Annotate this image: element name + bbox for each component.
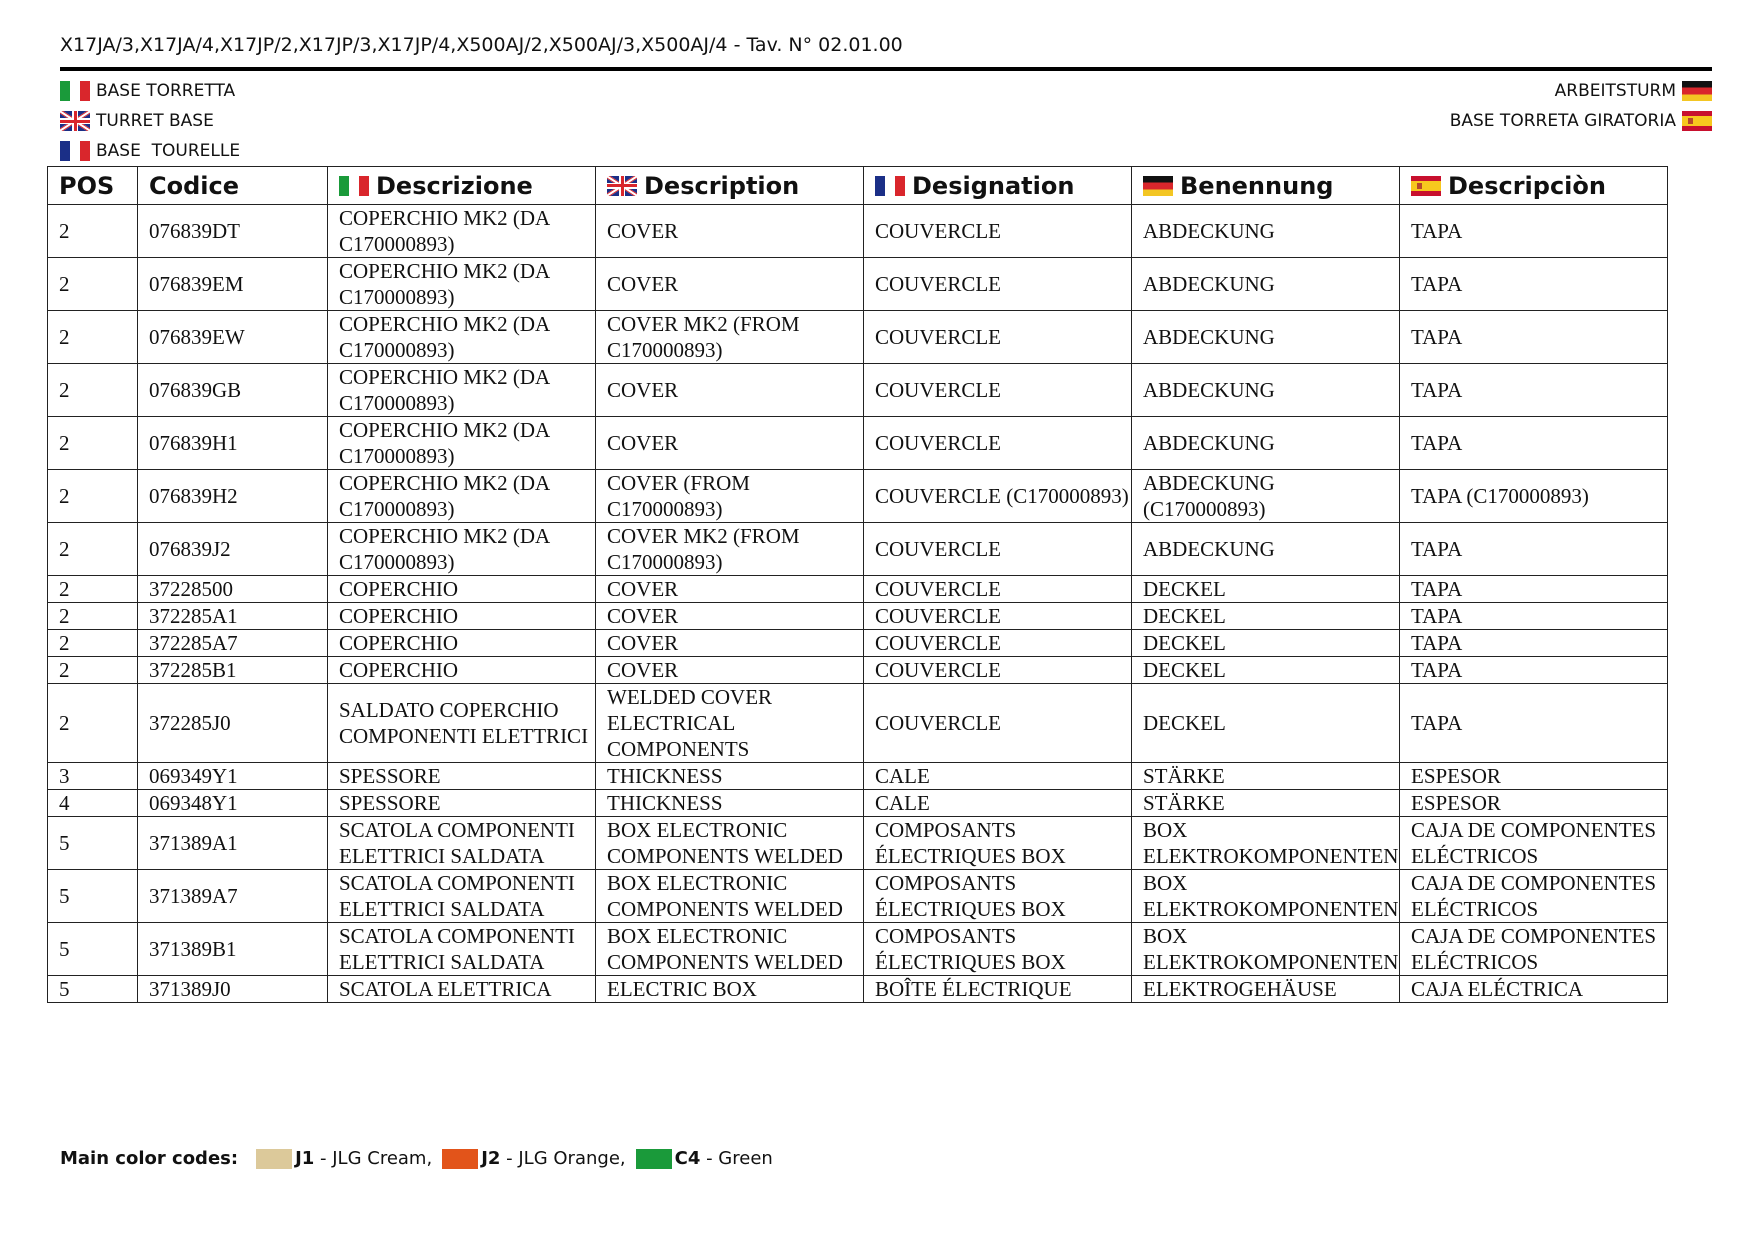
table-row	[48, 364, 1668, 417]
legend-code: C4	[674, 1148, 701, 1169]
legend-code: J1	[295, 1148, 315, 1169]
legend-label: Main color codes:	[60, 1148, 239, 1169]
cell-de: STÄRKE	[1132, 790, 1400, 817]
cell-code: 372285A7	[138, 630, 328, 657]
cell-fr: COUVERCLE	[864, 417, 1132, 470]
cell-en: COVER	[596, 630, 864, 657]
cell-en: COVER	[596, 603, 864, 630]
table-row	[48, 311, 1668, 364]
title-de-label: ARBEITSTURM	[1554, 81, 1676, 101]
cell-de: DECKEL	[1132, 576, 1400, 603]
header-de: Benennung	[1132, 167, 1400, 205]
table-row	[48, 417, 1668, 470]
cell-es: CAJA DE COMPONENTES ELÉCTRICOS	[1400, 870, 1668, 923]
cell-code: 069349Y1	[138, 763, 328, 790]
cell-it: SALDATO COPERCHIO COMPONENTI ELETTRICI	[328, 684, 596, 763]
cell-de: DECKEL	[1132, 630, 1400, 657]
cell-pos: 5	[48, 870, 138, 923]
legend-name: - JLG Orange,	[500, 1148, 626, 1169]
cell-fr: COMPOSANTS ÉLECTRIQUES BOX	[864, 870, 1132, 923]
cell-code: 076839GB	[138, 364, 328, 417]
cell-code: 076839EM	[138, 258, 328, 311]
cell-en: WELDED COVER ELECTRICAL COMPONENTS	[596, 684, 864, 763]
cell-it: COPERCHIO	[328, 603, 596, 630]
cell-it: COPERCHIO MK2 (DA C170000893)	[328, 470, 596, 523]
cell-code: 069348Y1	[138, 790, 328, 817]
cell-en: COVER	[596, 258, 864, 311]
table-row	[48, 790, 1668, 817]
cell-it: COPERCHIO	[328, 630, 596, 657]
document-title: X17JA/3,X17JA/4,X17JP/2,X17JP/3,X17JP/4,X500AJ/2,X500AJ/3,X500AJ/4 - Tav. N° 02.01.00	[60, 34, 903, 56]
cell-en: THICKNESS	[596, 790, 864, 817]
cell-pos: 2	[48, 684, 138, 763]
table-row	[48, 523, 1668, 576]
cell-fr: CALE	[864, 790, 1132, 817]
title-it-label: BASE TORRETTA	[96, 81, 236, 101]
header-en: Description	[596, 167, 864, 205]
cell-code: 371389A1	[138, 817, 328, 870]
cell-en: BOX ELECTRONIC COMPONENTS WELDED	[596, 923, 864, 976]
cell-it: SCATOLA COMPONENTI ELETTRICI SALDATA	[328, 817, 596, 870]
cell-it: COPERCHIO MK2 (DA C170000893)	[328, 417, 596, 470]
orange-swatch	[442, 1149, 478, 1169]
cell-pos: 3	[48, 763, 138, 790]
parts-table-body	[48, 205, 1668, 1003]
cell-pos: 2	[48, 417, 138, 470]
legend-item-j2	[442, 1148, 625, 1169]
cell-it: COPERCHIO MK2 (DA C170000893)	[328, 364, 596, 417]
table-row	[48, 817, 1668, 870]
table-row	[48, 205, 1668, 258]
header-es: Descripciòn	[1400, 167, 1668, 205]
cell-en: COVER	[596, 576, 864, 603]
table-row	[48, 603, 1668, 630]
germany-flag-icon	[1682, 81, 1712, 101]
cell-de: ABDECKUNG	[1132, 311, 1400, 364]
france-flag-icon	[60, 141, 90, 161]
cell-de: ABDECKUNG	[1132, 523, 1400, 576]
cell-code: 372285J0	[138, 684, 328, 763]
italy-flag-icon	[339, 176, 369, 196]
legend-item-j1	[256, 1148, 432, 1169]
cell-de: ABDECKUNG (C170000893)	[1132, 470, 1400, 523]
cell-es: TAPA	[1400, 523, 1668, 576]
legend-name: - Green	[700, 1148, 773, 1169]
cell-en: THICKNESS	[596, 763, 864, 790]
cell-es: ESPESOR	[1400, 790, 1668, 817]
cell-code: 076839DT	[138, 205, 328, 258]
germany-flag-icon	[1143, 176, 1173, 196]
cell-it: COPERCHIO MK2 (DA C170000893)	[328, 258, 596, 311]
cell-de: DECKEL	[1132, 657, 1400, 684]
table-row	[48, 684, 1668, 763]
title-divider	[60, 67, 1712, 71]
cell-it: COPERCHIO MK2 (DA C170000893)	[328, 523, 596, 576]
cell-en: COVER (FROM C170000893)	[596, 470, 864, 523]
cell-it: SPESSORE	[328, 790, 596, 817]
cell-pos: 5	[48, 923, 138, 976]
language-titles-right	[1450, 76, 1712, 136]
cell-de: STÄRKE	[1132, 763, 1400, 790]
cell-pos: 5	[48, 976, 138, 1003]
cell-code: 371389A7	[138, 870, 328, 923]
cell-es: CAJA DE COMPONENTES ELÉCTRICOS	[1400, 817, 1668, 870]
cell-pos: 2	[48, 258, 138, 311]
cell-es: CAJA ELÉCTRICA	[1400, 976, 1668, 1003]
spain-flag-icon	[1411, 176, 1441, 196]
table-row	[48, 470, 1668, 523]
uk-flag-icon	[607, 176, 637, 196]
cell-de: BOX ELEKTROKOMPONENTEN	[1132, 870, 1400, 923]
language-title-fr	[60, 136, 240, 166]
table-row	[48, 976, 1668, 1003]
cell-it: SCATOLA COMPONENTI ELETTRICI SALDATA	[328, 923, 596, 976]
cell-de: ABDECKUNG	[1132, 258, 1400, 311]
header-pos: POS	[48, 167, 138, 205]
cell-pos: 2	[48, 603, 138, 630]
cell-en: ELECTRIC BOX	[596, 976, 864, 1003]
language-title-it	[60, 76, 240, 106]
header-it: Descrizione	[328, 167, 596, 205]
legend-name: - JLG Cream,	[314, 1148, 433, 1169]
cell-it: SCATOLA COMPONENTI ELETTRICI SALDATA	[328, 870, 596, 923]
cell-code: 372285A1	[138, 603, 328, 630]
cell-es: TAPA	[1400, 576, 1668, 603]
table-row	[48, 576, 1668, 603]
cell-es: TAPA	[1400, 657, 1668, 684]
cell-de: BOX ELEKTROKOMPONENTEN	[1132, 817, 1400, 870]
cell-es: TAPA (C170000893)	[1400, 470, 1668, 523]
cell-en: BOX ELECTRONIC COMPONENTS WELDED	[596, 870, 864, 923]
france-flag-icon	[875, 176, 905, 196]
cell-pos: 2	[48, 523, 138, 576]
legend-item-c4	[636, 1148, 773, 1169]
cell-es: TAPA	[1400, 417, 1668, 470]
title-fr-label: BASE TOURELLE	[96, 141, 241, 161]
parts-table	[47, 166, 1668, 1003]
cell-code: 076839J2	[138, 523, 328, 576]
spain-flag-icon	[1682, 111, 1712, 131]
title-en-label: TURRET BASE	[96, 111, 214, 131]
cell-en: COVER	[596, 205, 864, 258]
cell-fr: CALE	[864, 763, 1132, 790]
language-titles-left	[60, 76, 240, 166]
cell-code: 371389J0	[138, 976, 328, 1003]
cell-fr: COUVERCLE	[864, 258, 1132, 311]
cell-de: ELEKTROGEHÄUSE	[1132, 976, 1400, 1003]
table-row	[48, 763, 1668, 790]
cell-fr: COUVERCLE (C170000893)	[864, 470, 1132, 523]
cell-fr: COUVERCLE	[864, 630, 1132, 657]
cell-it: SCATOLA ELETTRICA	[328, 976, 596, 1003]
cell-fr: BOÎTE ÉLECTRIQUE	[864, 976, 1132, 1003]
cell-pos: 2	[48, 470, 138, 523]
cell-fr: COUVERCLE	[864, 523, 1132, 576]
cell-en: COVER MK2 (FROM C170000893)	[596, 311, 864, 364]
cell-en: COVER MK2 (FROM C170000893)	[596, 523, 864, 576]
cell-es: TAPA	[1400, 630, 1668, 657]
cell-de: ABDECKUNG	[1132, 364, 1400, 417]
legend-code: J2	[481, 1148, 501, 1169]
language-title-de	[1450, 76, 1712, 106]
cell-pos: 2	[48, 657, 138, 684]
cell-fr: COMPOSANTS ÉLECTRIQUES BOX	[864, 817, 1132, 870]
table-row	[48, 657, 1668, 684]
cell-pos: 5	[48, 817, 138, 870]
cell-de: ABDECKUNG	[1132, 417, 1400, 470]
cell-de: DECKEL	[1132, 684, 1400, 763]
cell-code: 076839H2	[138, 470, 328, 523]
cell-pos: 2	[48, 576, 138, 603]
language-title-es	[1450, 106, 1712, 136]
cell-en: COVER	[596, 364, 864, 417]
table-row	[48, 258, 1668, 311]
cell-pos: 4	[48, 790, 138, 817]
cell-fr: COUVERCLE	[864, 364, 1132, 417]
language-title-en	[60, 106, 240, 136]
cell-es: TAPA	[1400, 258, 1668, 311]
italy-flag-icon	[60, 81, 90, 101]
cell-de: BOX ELEKTROKOMPONENTEN	[1132, 923, 1400, 976]
cell-es: TAPA	[1400, 205, 1668, 258]
cell-code: 372285B1	[138, 657, 328, 684]
cell-code: 37228500	[138, 576, 328, 603]
cell-it: COPERCHIO	[328, 657, 596, 684]
green-swatch	[636, 1149, 672, 1169]
cell-es: TAPA	[1400, 684, 1668, 763]
color-legend	[60, 1148, 783, 1169]
cell-code: 076839H1	[138, 417, 328, 470]
cell-en: COVER	[596, 657, 864, 684]
cell-fr: COMPOSANTS ÉLECTRIQUES BOX	[864, 923, 1132, 976]
table-row	[48, 870, 1668, 923]
cell-fr: COUVERCLE	[864, 311, 1132, 364]
cell-code: 076839EW	[138, 311, 328, 364]
cell-en: BOX ELECTRONIC COMPONENTS WELDED	[596, 817, 864, 870]
cell-it: COPERCHIO MK2 (DA C170000893)	[328, 311, 596, 364]
cell-fr: COUVERCLE	[864, 576, 1132, 603]
cell-it: COPERCHIO	[328, 576, 596, 603]
uk-flag-icon	[60, 111, 90, 131]
cell-es: CAJA DE COMPONENTES ELÉCTRICOS	[1400, 923, 1668, 976]
cell-de: ABDECKUNG	[1132, 205, 1400, 258]
cell-fr: COUVERCLE	[864, 684, 1132, 763]
cell-es: TAPA	[1400, 603, 1668, 630]
cell-fr: COUVERCLE	[864, 205, 1132, 258]
cell-fr: COUVERCLE	[864, 657, 1132, 684]
cell-es: TAPA	[1400, 364, 1668, 417]
table-row	[48, 630, 1668, 657]
title-es-label: BASE TORRETA GIRATORIA	[1449, 111, 1676, 131]
header-code: Codice	[138, 167, 328, 205]
cell-pos: 2	[48, 311, 138, 364]
cell-pos: 2	[48, 364, 138, 417]
cell-it: SPESSORE	[328, 763, 596, 790]
table-header-row	[48, 167, 1668, 205]
cell-pos: 2	[48, 630, 138, 657]
cell-de: DECKEL	[1132, 603, 1400, 630]
cell-fr: COUVERCLE	[864, 603, 1132, 630]
cell-es: TAPA	[1400, 311, 1668, 364]
cell-es: ESPESOR	[1400, 763, 1668, 790]
table-row	[48, 923, 1668, 976]
cell-pos: 2	[48, 205, 138, 258]
header-fr: Designation	[864, 167, 1132, 205]
cream-swatch	[256, 1149, 292, 1169]
cell-en: COVER	[596, 417, 864, 470]
cell-it: COPERCHIO MK2 (DA C170000893)	[328, 205, 596, 258]
cell-code: 371389B1	[138, 923, 328, 976]
